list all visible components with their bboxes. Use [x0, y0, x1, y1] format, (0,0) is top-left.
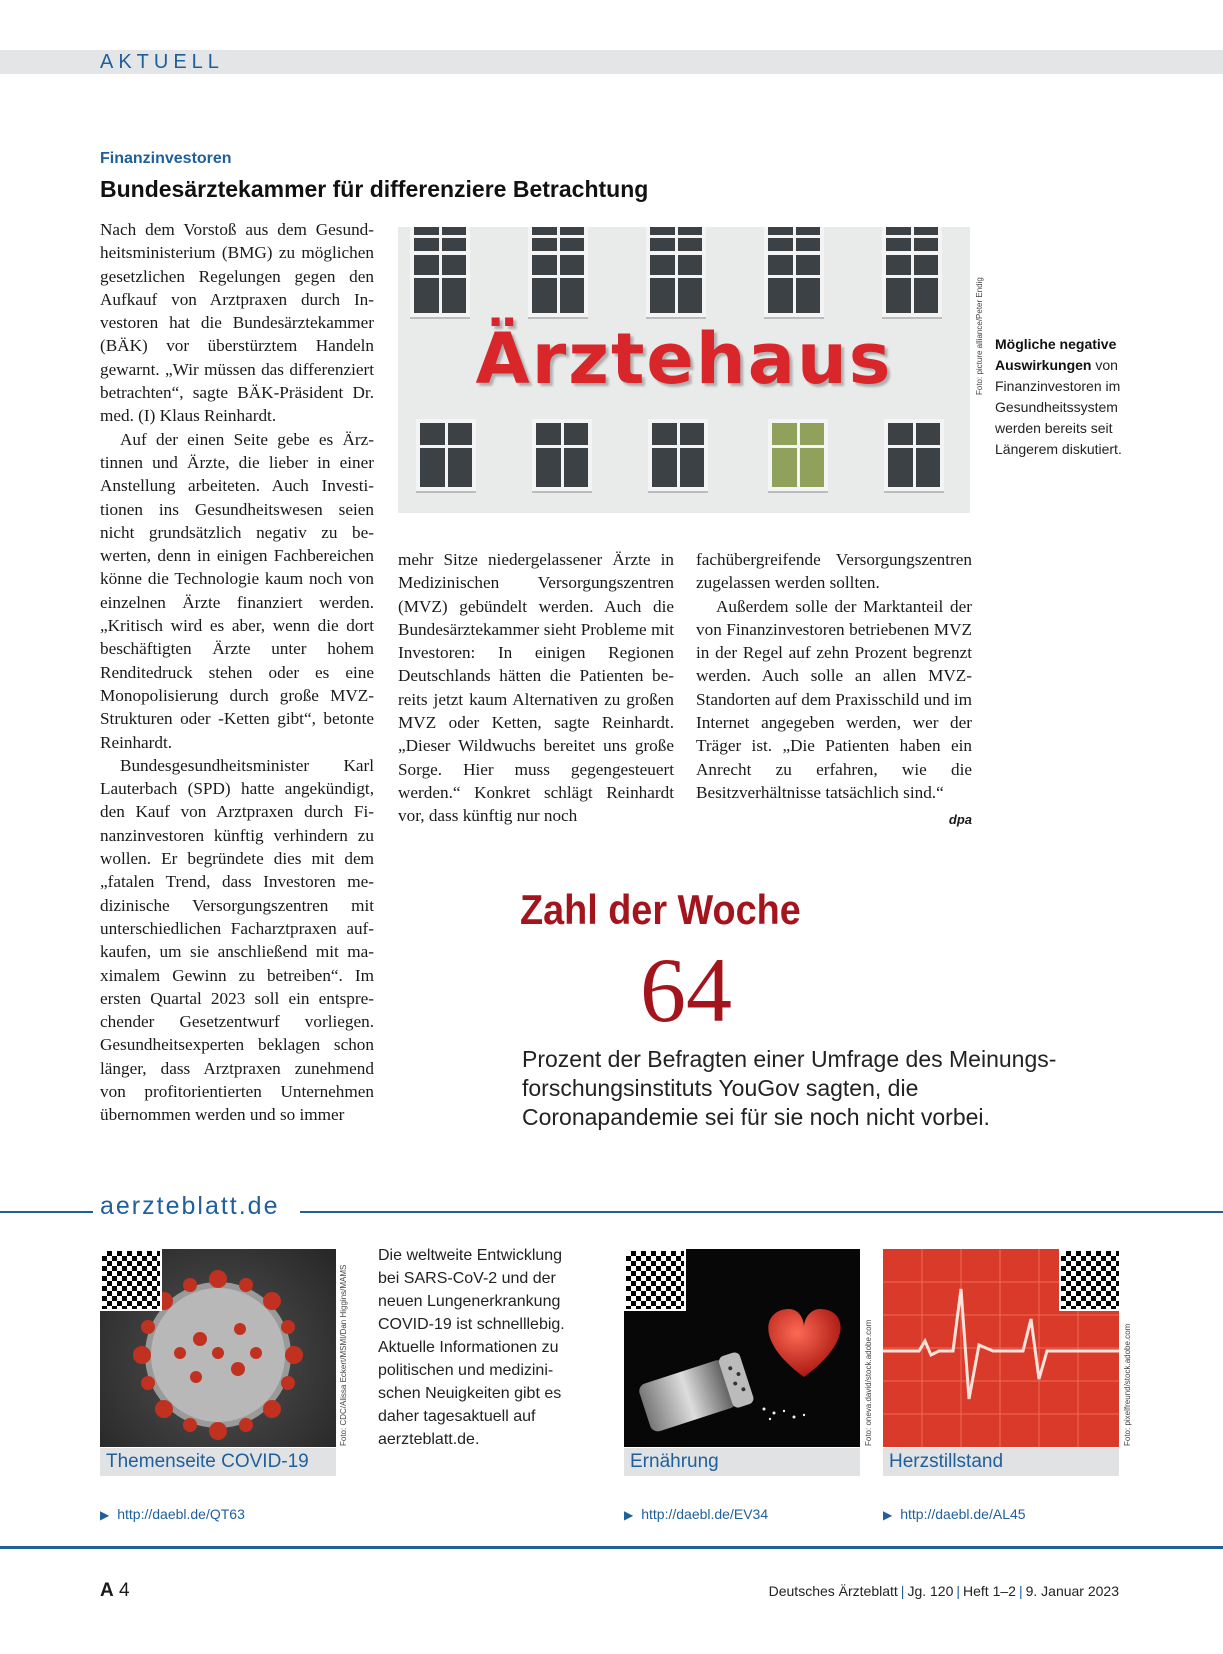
- paragraph: Bundesgesundheitsminister Karl Lauterbach (SPD) hatte angekündigt, den Kauf von Arztpraxen durch Finanzinvestoren künftig verhindern zu wollen. Er begründete dies mit dem „fatalen Trend, dass Investoren medizinische Versorgungszentren mit unterschiedlichen Facharztpraxen aufkaufen, um sie anschließend mit maximalem Gewinn zu betreiben“. Im ersten Quartal 2023 soll ein entsprechender Gesetzentwurf vorliegen. Gesundheitsexperten beklagen schon länger, dass Arztpraxen zunehmend von profitorientierten Unternehmen übernommen werden und so immer: [100, 755, 374, 1125]
- qr-code: [100, 1249, 162, 1311]
- article-column-1: [100, 218, 374, 1127]
- teaser-link-herzstillstand[interactable]: [883, 1506, 1026, 1522]
- window: [410, 251, 470, 317]
- section-label: AKTUELL: [100, 51, 224, 73]
- teaser-link-ernaehrung[interactable]: [624, 1506, 768, 1522]
- window: [884, 419, 944, 491]
- qr-code: [624, 1249, 686, 1311]
- zahl-der-woche-number: 64: [640, 939, 732, 1041]
- qr-code: [1059, 1249, 1119, 1311]
- page-number-value: 4: [119, 1580, 130, 1601]
- window: [646, 251, 706, 317]
- window: [764, 251, 824, 317]
- teaser-url[interactable]: http://daebl.de/QT63: [117, 1506, 245, 1522]
- aerztehaus-photo: [398, 227, 970, 513]
- window: [528, 251, 588, 317]
- web-description: Die weltweite Entwicklung bei SARS-CoV-2 und der neuen Lungenerkrankung COVID-19 ist schnelllebig. Aktuelle Informationen zu politischen und medizinischen Neuigkeiten gibt es daher tagesaktuell auf aerzteblatt.de.: [378, 1247, 565, 1448]
- window: [532, 419, 592, 491]
- page-prefix: A: [100, 1580, 114, 1601]
- covid-virus-image[interactable]: [100, 1249, 336, 1447]
- paragraph-text: Außerdem solle der Marktanteil der von Finanzinvestoren betriebenen MVZ in der Regel auf zehn Prozent begrenzt werden. Auch solle an allen MVZ-Standorten auf dem Praxisschild und im Internet angegeben werden, wer der Träger ist. „Die Patienten haben ein Anrecht zu erfahren, wie die Besitzverhältnisse tatsächlich sind.“: [696, 596, 972, 802]
- play-arrow-icon: ▶: [883, 1508, 893, 1522]
- window: [648, 419, 708, 491]
- issue: Heft 1–2: [963, 1583, 1016, 1599]
- page-number: [100, 1580, 130, 1602]
- zahl-der-woche-title: Zahl der Woche: [520, 886, 801, 933]
- play-arrow-icon: ▶: [624, 1508, 634, 1522]
- paragraph: mehr Sitze niedergelassener Ärzte in Medizinischen Versorgungszentren (MVZ) gebündelt werden. Auch die Bundesärztekammer sieht Probleme mit Investoren: In einigen Regionen Deutschlands hätten die Patienten bereits jetzt kaum Alternativen zu großen MVZ oder Ketten, sagte Reinhardt. „Dieser Wildwuchs bereitet uns große Sorge. Hier muss gegengesteuert werden.“ Konkret schlägt Reinhardt vor, dass künftig nur noch: [398, 550, 674, 826]
- salt-heart-image[interactable]: [624, 1249, 860, 1447]
- divider: [0, 1211, 93, 1213]
- teaser-label-ernaehrung[interactable]: Ernährung: [624, 1448, 860, 1476]
- ekg-image[interactable]: [883, 1249, 1119, 1447]
- article-column-2: [398, 548, 674, 828]
- teaser-label-covid[interactable]: Themenseite COVID-19: [100, 1448, 336, 1476]
- teaser-url[interactable]: http://daebl.de/AL45: [900, 1506, 1026, 1522]
- issue-date: 9. Januar 2023: [1025, 1583, 1119, 1599]
- article-headline: Bundesärztekammer für differenziere Betrachtung: [100, 176, 649, 202]
- web-section-label: aerzteblatt.de: [100, 1192, 280, 1220]
- caption-text: von Finanzinvestoren im Gesundheitssystem werden bereits seit Längerem diskutiert.: [995, 357, 1122, 457]
- teaser-url[interactable]: http://daebl.de/EV34: [641, 1506, 769, 1522]
- footer-divider: [0, 1546, 1223, 1549]
- paragraph: fachübergreifende Versorgungszentren zugelassen werden sollten.: [696, 550, 972, 593]
- volume: Jg. 120: [907, 1583, 954, 1599]
- zahl-der-woche-text: Prozent der Befragten einer Umfrage des Meinungsforschungsinstituts YouGov sagten, die Coronapandemie sei für sie noch nicht vorbei.: [522, 1046, 1057, 1130]
- article-column-3: [696, 548, 972, 832]
- paragraph: Nach dem Vorstoß aus dem Gesundheitsministerium (BMG) zu möglichen gesetzlichen Regelungen gegen den Aufkauf von Arztpraxen durch Investoren hat die Bundesärztekammer (BÄK) vor überstürztem Handeln gewarnt. „Wir müssen das differenziert betrachten“, sagte BÄK-Präsident Dr. med. (I) Klaus Reinhardt.: [100, 220, 374, 426]
- caption-bold: Mögliche negative Auswirkungen: [995, 336, 1117, 373]
- window: [882, 251, 942, 317]
- window: [416, 419, 476, 491]
- play-arrow-icon: ▶: [100, 1508, 110, 1522]
- teaser-link-covid[interactable]: [100, 1506, 245, 1522]
- source-tag: dpa: [948, 812, 972, 828]
- aerztehaus-sign: Ärztehaus: [475, 318, 893, 400]
- footer-info: Deutsches Ärzteblatt | Jg. 120 | Heft 1–2 | 9. Januar 2023: [768, 1583, 1119, 1599]
- paragraph: Auf der einen Seite gebe es Ärztinnen und Ärzte, die lieber in einer Anstellung arbeiteten. Auch Investitionen ins Gesundheitswesen seien nicht grundsätzlich negativ zu bewerten, denn in einigen Fachbereichen könne die Technologie kaum noch von einzelnen Ärzte finanziert werden. „Kritisch wird es aber, wenn die dort beschäftigten Ärzte unter hohem Renditedruck stehen oder es eine Monopolisierung durch große MVZ-Strukturen oder -Ketten gibt“, betonte Reinhardt.: [100, 429, 374, 752]
- paragraph: [696, 595, 972, 828]
- divider: [300, 1211, 1223, 1213]
- photo-credit: Foto: picture alliance/Peter Endig: [975, 277, 984, 395]
- photo-credit: Foto: CDC/Alissa Eckert/MSMI/Dan Higgins/MAMS: [339, 1264, 348, 1446]
- photo-credit: Foto: pixelfreund/stock.adobe.com: [1123, 1323, 1132, 1446]
- window: [768, 419, 828, 491]
- teaser-label-herzstillstand[interactable]: Herzstillstand: [883, 1448, 1119, 1476]
- publication-name: Deutsches Ärzteblatt: [768, 1583, 898, 1599]
- photo-caption: [995, 334, 1125, 460]
- article-kicker: Finanzinvestoren: [100, 150, 232, 167]
- photo-credit: Foto: oneva.david/stock.adobe.com: [864, 1319, 873, 1446]
